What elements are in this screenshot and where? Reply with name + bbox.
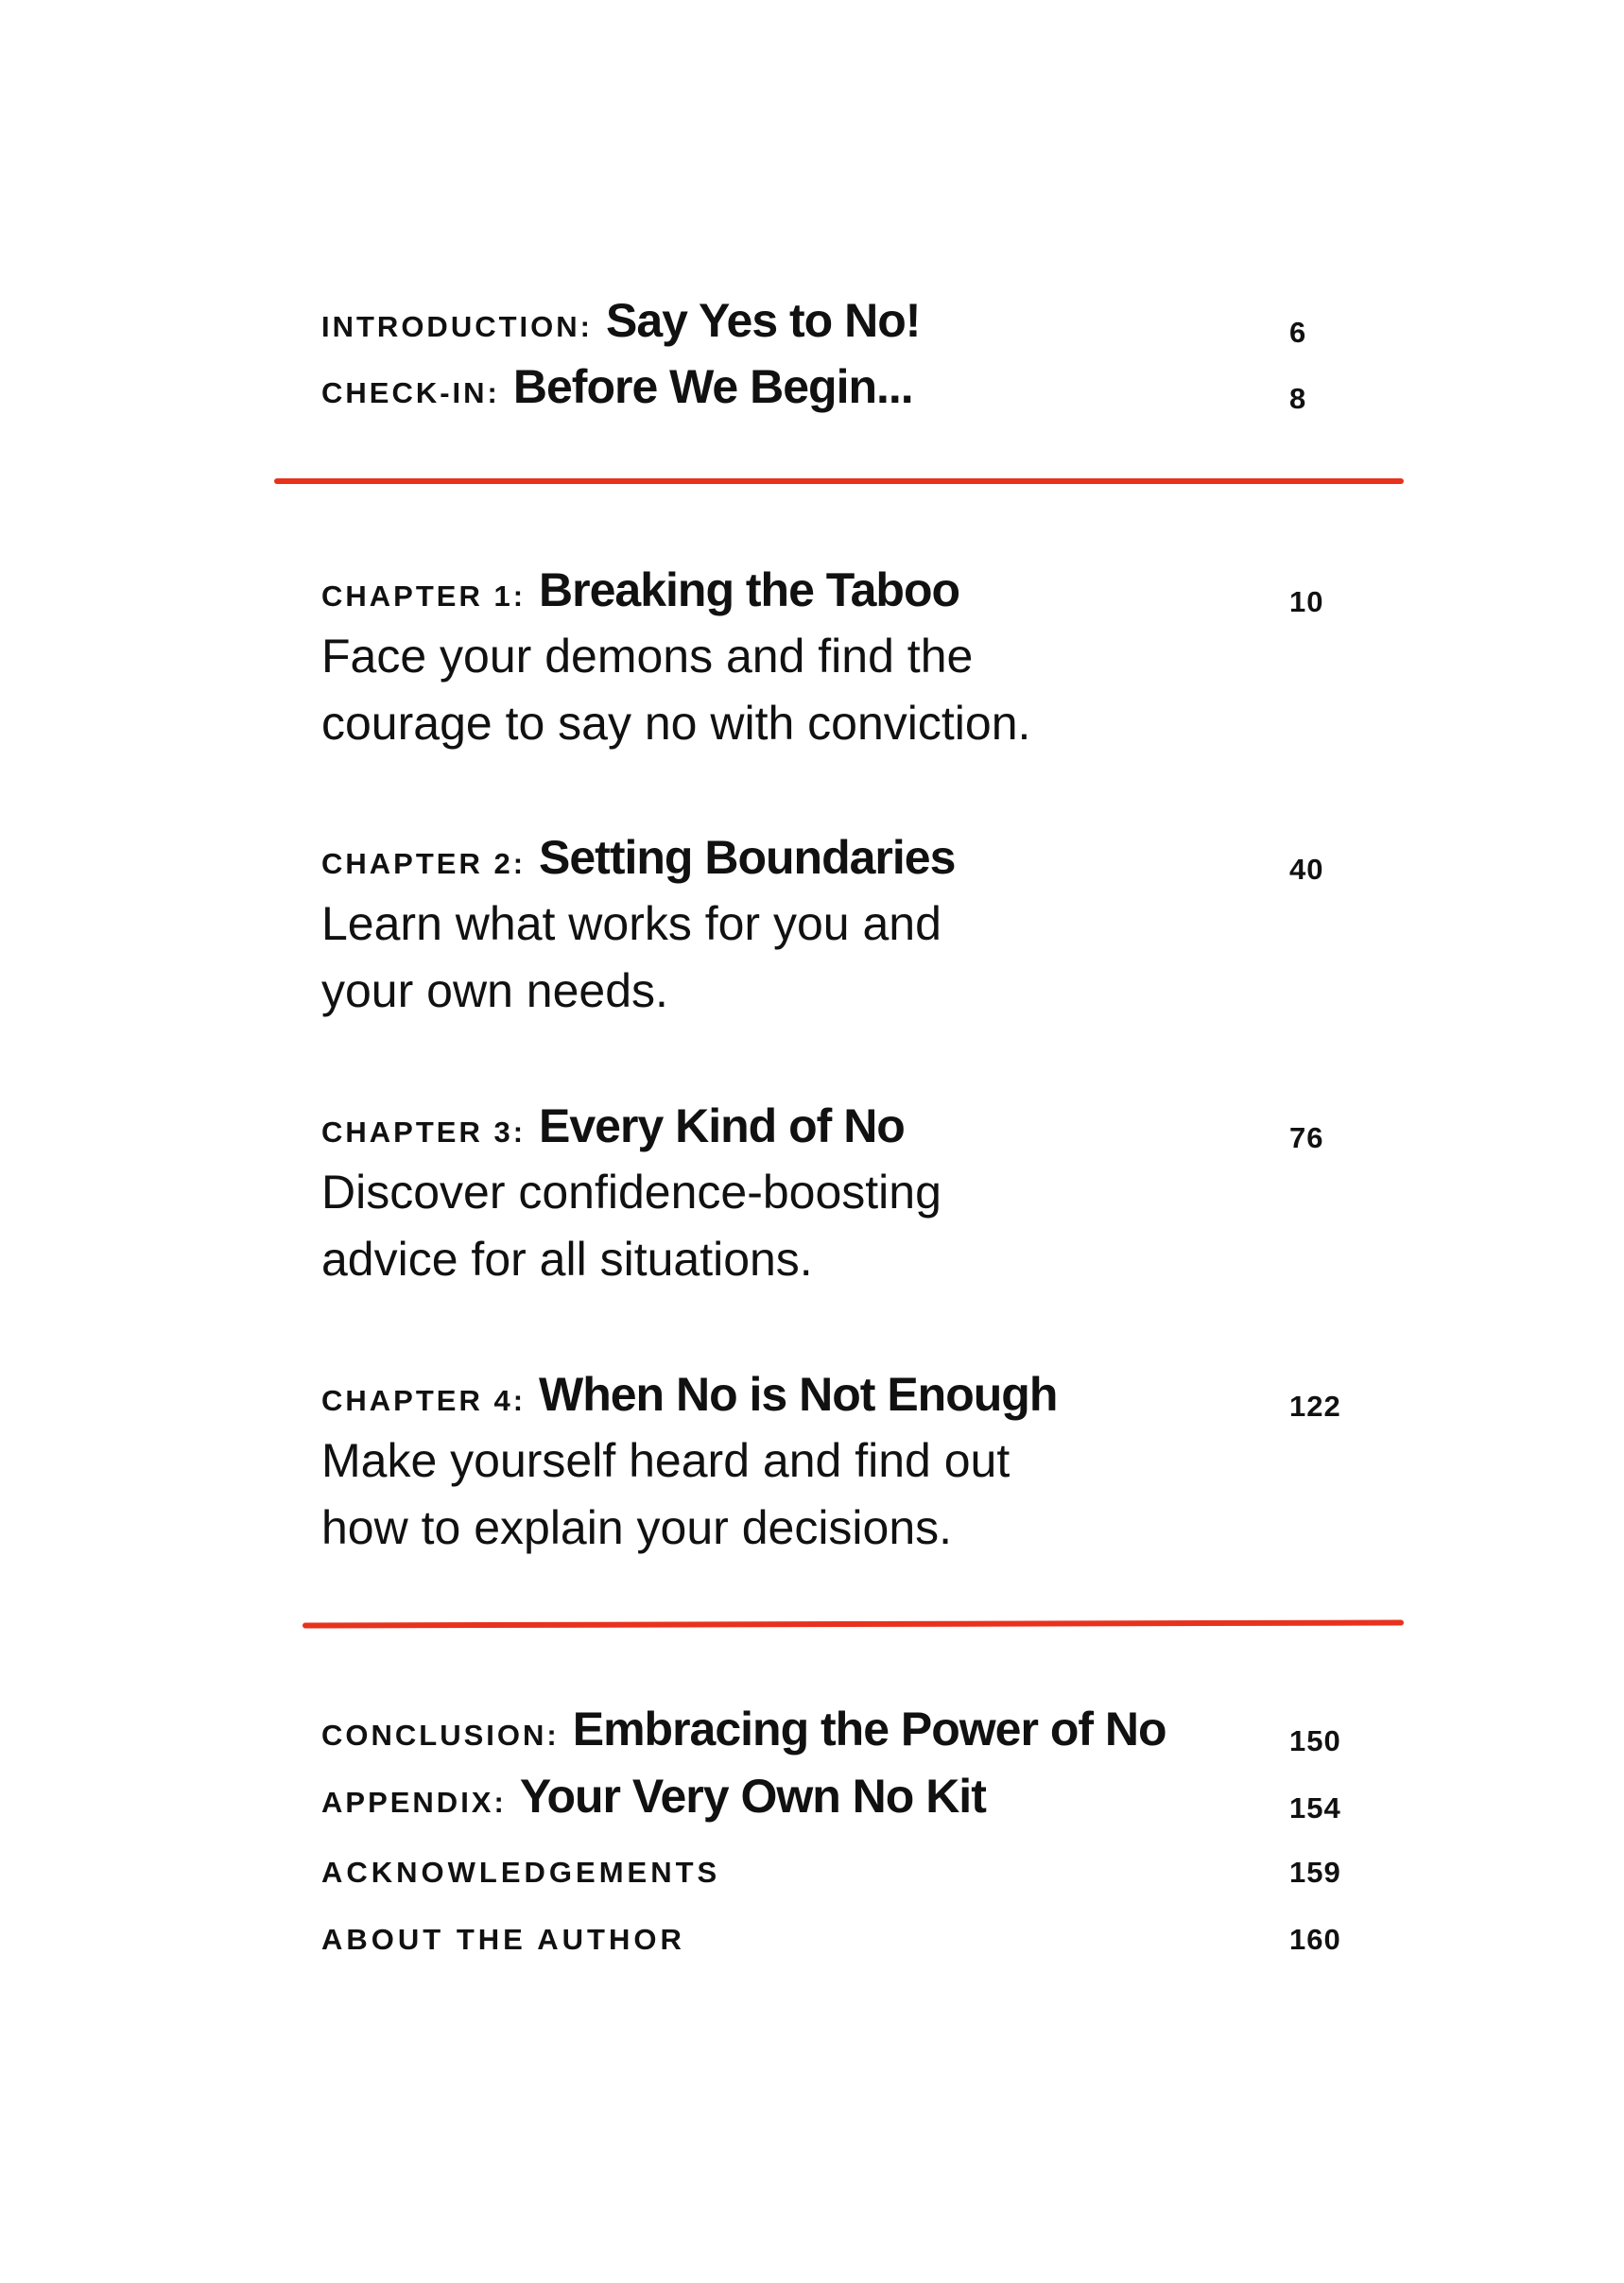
- toc-entry-chapter-3[interactable]: [321, 1098, 1361, 1293]
- entry-label: INTRODUCTION:: [321, 310, 593, 343]
- page-number: 150: [1289, 1724, 1341, 1757]
- entry-title: Breaking the Taboo: [539, 563, 960, 616]
- entry-label: CHAPTER 4:: [321, 1384, 527, 1417]
- toc-entry-acknowledgements[interactable]: [321, 1856, 1361, 1890]
- entry-description: courage to say no with conviction.: [321, 697, 1031, 750]
- divider-bottom: [302, 1619, 1404, 1628]
- entry-label: CHAPTER 1:: [321, 579, 527, 613]
- entry-label: APPENDIX:: [321, 1786, 507, 1819]
- entry-title: Before We Begin...: [512, 360, 913, 413]
- entry-label: ABOUT THE AUTHOR: [321, 1923, 685, 1956]
- page-number: 10: [1289, 585, 1324, 618]
- page-number: 76: [1289, 1121, 1324, 1154]
- page-number: 159: [1289, 1856, 1341, 1889]
- entry-description: Learn what works for you and: [321, 897, 942, 950]
- toc-entry-introduction[interactable]: [321, 293, 1361, 348]
- page-number: 160: [1289, 1923, 1341, 1956]
- page-number: 154: [1289, 1791, 1341, 1825]
- entry-description: Make yourself heard and find out: [321, 1434, 1011, 1487]
- toc-entry-check-in[interactable]: [321, 359, 1361, 414]
- toc-entry-appendix[interactable]: [321, 1769, 1361, 1824]
- entry-label: CHAPTER 2:: [321, 847, 527, 880]
- page-number: 8: [1289, 382, 1307, 415]
- entry-title: Say Yes to No!: [605, 294, 921, 347]
- entry-description: Face your demons and find the: [321, 630, 974, 683]
- toc-entry-about-the-author[interactable]: [321, 1923, 1361, 1957]
- page-number: 40: [1289, 853, 1324, 886]
- divider-top: [274, 478, 1404, 484]
- entry-title: Setting Boundaries: [539, 831, 956, 884]
- toc-entry-chapter-2[interactable]: [321, 830, 1361, 1025]
- page-number: 122: [1289, 1390, 1341, 1423]
- entry-description: advice for all situations.: [321, 1233, 813, 1286]
- toc-entry-conclusion[interactable]: [321, 1702, 1361, 1756]
- entry-title: When No is Not Enough: [539, 1368, 1058, 1421]
- entry-description: your own needs.: [321, 964, 668, 1017]
- entry-label: ACKNOWLEDGEMENTS: [321, 1856, 721, 1889]
- toc-entry-chapter-1[interactable]: [321, 562, 1361, 757]
- toc-entry-chapter-4[interactable]: [321, 1367, 1361, 1562]
- entry-label: CHECK-IN:: [321, 376, 500, 409]
- entry-title: Embracing the Power of No: [572, 1703, 1166, 1755]
- entry-title: Every Kind of No: [539, 1099, 905, 1152]
- page-number: 6: [1289, 316, 1307, 349]
- entry-description: Discover confidence-boosting: [321, 1166, 942, 1219]
- entry-description: how to explain your decisions.: [321, 1501, 953, 1554]
- entry-title: Your Very Own No Kit: [519, 1770, 986, 1823]
- entry-label: CONCLUSION:: [321, 1719, 560, 1752]
- entry-label: CHAPTER 3:: [321, 1116, 527, 1149]
